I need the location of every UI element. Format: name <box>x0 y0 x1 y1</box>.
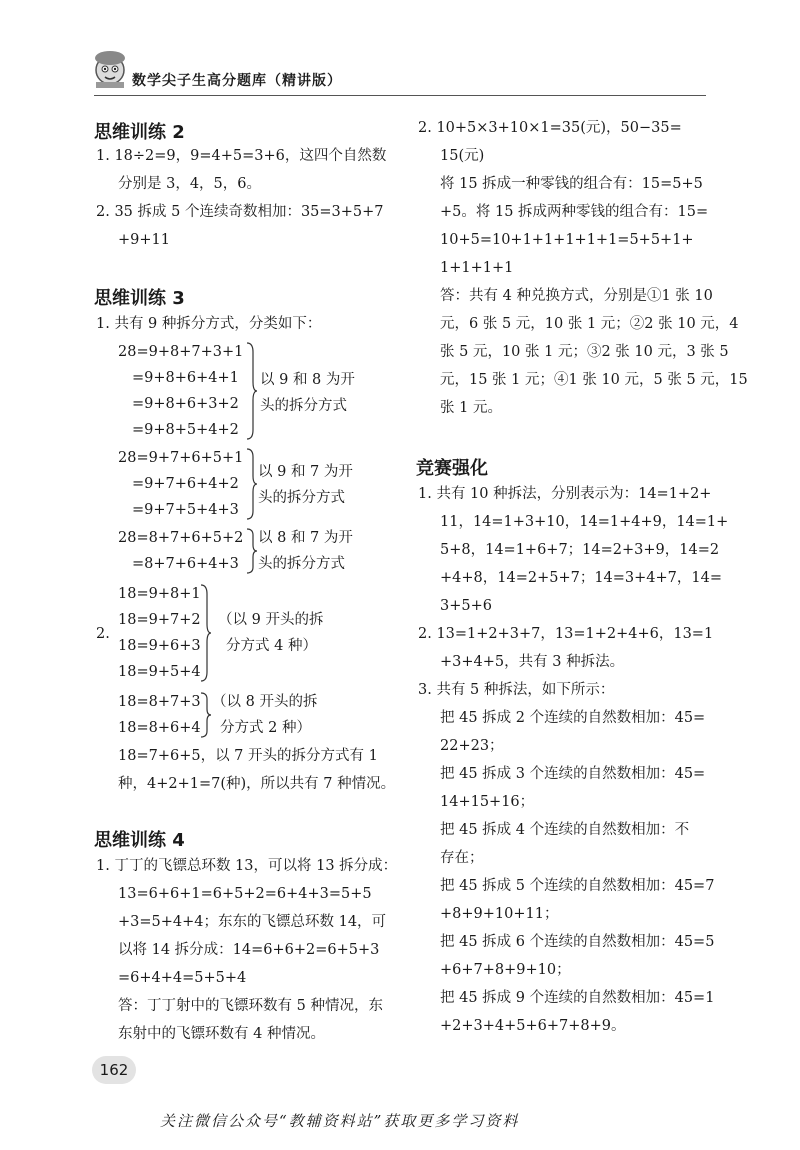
group-note: 头的拆分方式 <box>260 398 347 414</box>
text-line: 把 45 拆成 5 个连续的自然数相加：45=7 <box>440 878 715 894</box>
text-line: 东射中的飞镖环数有 4 种情况。 <box>118 1026 325 1042</box>
header-divider <box>94 95 706 96</box>
text-line: +5。将 15 拆成两种零钱的组合有：15= <box>440 204 709 220</box>
text-line: 10+5=10+1+1+1+1+1=5+5+1+ <box>440 232 694 248</box>
group-note: （以 8 开头的拆 <box>212 694 318 710</box>
equation-line: =9+8+5+4+2 <box>132 422 239 438</box>
text-line: 1. 丁丁的飞镖总环数 13，可以将 13 拆分成： <box>96 858 398 874</box>
group-note: 头的拆分方式 <box>258 556 345 572</box>
brace-icon <box>200 584 212 686</box>
text-line: 15(元) <box>440 148 485 164</box>
text-line: 13=6+6+1=6+5+2=6+4+3=5+5 <box>118 886 372 902</box>
group-note: 以 9 和 8 为开 <box>260 372 355 388</box>
equation-line: 18=8+6+4 <box>118 720 201 736</box>
question-number: 2. <box>96 626 110 642</box>
text-line: 2. 35 拆成 5 个连续奇数相加：35=3+5+7 <box>96 204 384 220</box>
text-line: 3+5+6 <box>440 598 492 614</box>
equation-line: 28=8+7+6+5+2 <box>118 530 244 546</box>
text-line: 种，4+2+1=7(种)，所以共有 7 种情况。 <box>118 776 396 792</box>
text-line: +9+11 <box>118 232 170 248</box>
brace-icon <box>246 342 258 444</box>
text-line: 张 1 元。 <box>440 400 502 416</box>
group-note: 头的拆分方式 <box>258 490 345 506</box>
text-line: 以将 14 拆分成：14=6+6+2=6+5+3 <box>118 942 380 958</box>
text-line: 存在； <box>440 850 484 866</box>
group-note: 分方式 2 种） <box>220 720 311 736</box>
section-title-s2: 思维训练 2 <box>94 122 185 143</box>
equation-line: =9+7+6+4+2 <box>132 476 239 492</box>
text-line: 把 45 拆成 4 个连续的自然数相加：不 <box>440 822 690 838</box>
text-line: +8+9+10+11； <box>440 906 559 922</box>
text-line: +3=5+4+4；东东的飞镖总环数 14，可 <box>118 914 387 930</box>
text-line: 元，15 张 1 元；④1 张 10 元，5 张 5 元，15 <box>440 372 748 388</box>
equation-line: 18=9+8+1 <box>118 586 201 602</box>
section-title-s4: 思维训练 4 <box>94 830 185 851</box>
text-line: 元，6 张 5 元，10 张 1 元；②2 张 10 元，4 <box>440 316 739 332</box>
text-line: +3+4+5，共有 3 种拆法。 <box>440 654 625 670</box>
group-note: 分方式 4 种） <box>226 638 317 654</box>
equation-line: 18=9+5+4 <box>118 664 201 680</box>
text-line: 张 5 元，10 张 1 元；③2 张 10 元，3 张 5 <box>440 344 729 360</box>
text-line: 1. 共有 9 种拆分方式，分类如下： <box>96 316 322 332</box>
equation-line: 18=9+7+2 <box>118 612 201 628</box>
page-number: 162 <box>92 1056 136 1084</box>
text-line: 5+8，14=1+6+7；14=2+3+9，14=2 <box>440 542 720 558</box>
text-line: 1+1+1+1 <box>440 260 514 276</box>
text-line: 3. 共有 5 种拆法，如下所示： <box>418 682 615 698</box>
text-line: 22+23； <box>440 738 504 754</box>
text-line: +2+3+4+5+6+7+8+9。 <box>440 1018 626 1034</box>
text-line: 分别是 3，4，5，6。 <box>118 176 262 192</box>
text-line: +6+7+8+9+10； <box>440 962 571 978</box>
text-line: 2. 10+5×3+10×1=35(元)，50−35= <box>418 120 682 136</box>
text-line: 18=7+6+5，以 7 开头的拆分方式有 1 <box>118 748 378 764</box>
footer-note: 关注微信公众号“教辅资料站”获取更多学习资料 <box>160 1112 520 1130</box>
brace-icon <box>246 528 258 578</box>
brace-icon <box>246 448 258 524</box>
equation-line: 28=9+7+6+5+1 <box>118 450 244 466</box>
text-line: 答：丁丁射中的飞镖环数有 5 种情况，东 <box>118 998 383 1014</box>
text-line: +4+8，14=2+5+7；14=3+4+7，14= <box>440 570 722 586</box>
text-line: 把 45 拆成 9 个连续的自然数相加：45=1 <box>440 990 715 1006</box>
equation-line: 18=8+7+3 <box>118 694 201 710</box>
text-line: 2. 13=1+2+3+7，13=1+2+4+6，13=1 <box>418 626 714 642</box>
text-line: 把 45 拆成 3 个连续的自然数相加：45= <box>440 766 706 782</box>
text-line: 将 15 拆成一种零钱的组合有：15=5+5 <box>440 176 703 192</box>
text-line: 1. 18÷2=9，9=4+5=3+6，这四个自然数 <box>96 148 387 164</box>
brace-icon <box>200 692 212 742</box>
header-title: 数学尖子生高分题库（精讲版） <box>132 73 342 89</box>
equation-line: =8+7+6+4+3 <box>132 556 239 572</box>
equation-line: 28=9+8+7+3+1 <box>118 344 244 360</box>
mascot-icon <box>88 46 132 90</box>
text-line: 答：共有 4 种兑换方式，分别是①1 张 10 <box>440 288 713 304</box>
text-line: 把 45 拆成 6 个连续的自然数相加：45=5 <box>440 934 715 950</box>
section-title-s3: 思维训练 3 <box>94 288 185 309</box>
text-line: =6+4+4=5+5+4 <box>118 970 247 986</box>
group-note: （以 9 开头的拆 <box>218 612 324 628</box>
equation-line: =9+8+6+4+1 <box>132 370 239 386</box>
text-line: 11，14=1+3+10，14=1+4+9，14=1+ <box>440 514 729 530</box>
group-note: 以 8 和 7 为开 <box>258 530 353 546</box>
group-note: 以 9 和 7 为开 <box>258 464 353 480</box>
equation-line: =9+8+6+3+2 <box>132 396 239 412</box>
text-line: 14+15+16； <box>440 794 535 810</box>
equation-line: 18=9+6+3 <box>118 638 201 654</box>
equation-line: =9+7+5+4+3 <box>132 502 239 518</box>
text-line: 把 45 拆成 2 个连续的自然数相加：45= <box>440 710 706 726</box>
text-line: 1. 共有 10 种拆法，分别表示为：14=1+2+ <box>418 486 712 502</box>
section-title-jq: 竞赛强化 <box>416 458 488 479</box>
